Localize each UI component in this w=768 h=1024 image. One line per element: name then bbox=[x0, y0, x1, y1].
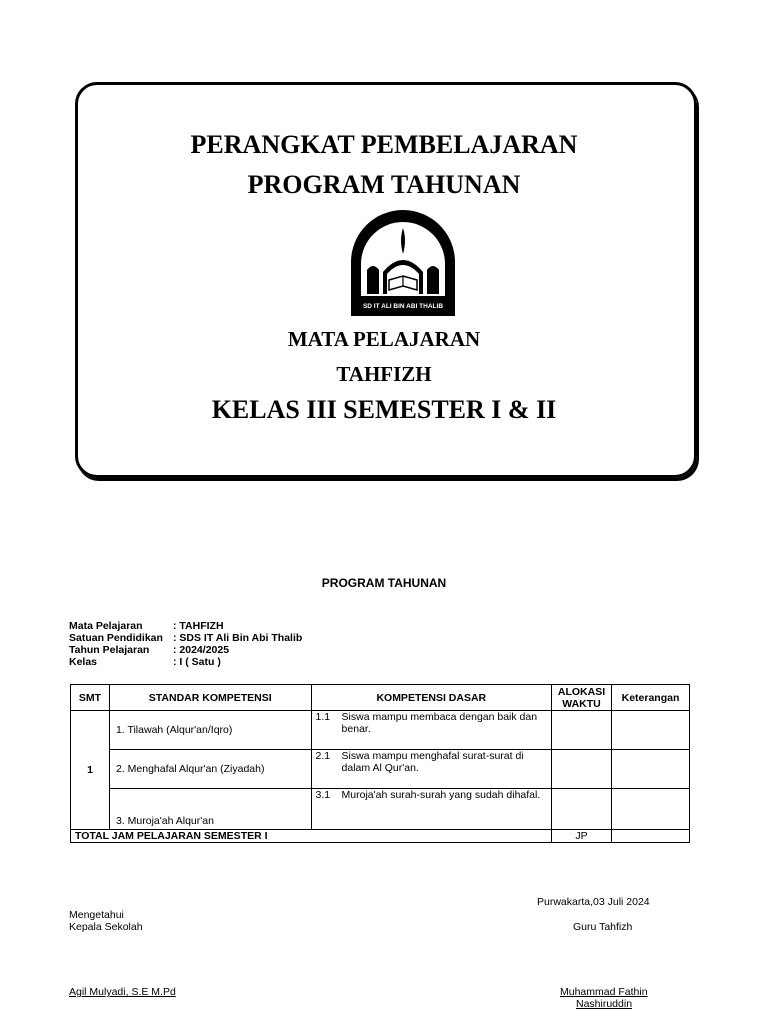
meta-row bbox=[69, 620, 302, 632]
meta-label: Tahun Pelajaran bbox=[69, 644, 150, 656]
cover-class-semester: KELAS III SEMESTER I & II bbox=[211, 395, 557, 424]
kd-number: 2.1 bbox=[315, 750, 331, 762]
meta-label: Kelas bbox=[69, 656, 98, 668]
cover-title-line1: PERANGKAT PEMBELAJARAN bbox=[190, 130, 578, 159]
kd-text: Siswa mampu membaca dengan baik dan benar. bbox=[341, 711, 538, 735]
header-alokasi-waktu: ALOKASI WAKTU bbox=[552, 685, 612, 711]
sk-cell: 1. Tilawah (Alqur'an/Iqro) bbox=[109, 711, 311, 750]
meta-row bbox=[69, 632, 302, 644]
program-title: PROGRAM TAHUNAN bbox=[321, 576, 447, 590]
signature-right-role: Guru Tahfizh bbox=[573, 921, 633, 933]
meta-label: Mata Pelajaran bbox=[69, 620, 143, 632]
total-keterangan bbox=[612, 830, 690, 843]
keterangan-cell bbox=[612, 711, 690, 750]
cover-subject: TAHFIZH bbox=[336, 362, 432, 386]
table-row bbox=[71, 789, 690, 830]
total-row bbox=[71, 830, 690, 843]
table-row bbox=[71, 750, 690, 789]
meta-label: Satuan Pendidikan bbox=[69, 632, 163, 644]
meta-value: : SDS IT Ali Bin Abi Thalib bbox=[173, 632, 303, 644]
total-label: TOTAL JAM PELAJARAN SEMESTER I bbox=[71, 830, 552, 843]
kd-cell bbox=[311, 789, 551, 830]
signature-left-line1: Mengetahui bbox=[69, 909, 124, 921]
keterangan-cell bbox=[612, 750, 690, 789]
meta-row bbox=[69, 656, 302, 668]
kd-text: Muroja'ah surah-surah yang sudah dihafal. bbox=[341, 789, 541, 801]
meta-value: : I ( Satu ) bbox=[173, 656, 221, 668]
kd-number: 1.1 bbox=[315, 711, 331, 723]
alokasi-cell bbox=[552, 750, 612, 789]
kd-cell bbox=[311, 750, 551, 789]
program-table bbox=[70, 684, 690, 843]
header-standar-kompetensi: STANDAR KOMPETENSI bbox=[109, 685, 311, 711]
sk-cell: 2. Menghafal Alqur'an (Ziyadah) bbox=[109, 750, 311, 789]
header-keterangan: Keterangan bbox=[612, 685, 690, 711]
cover-subject-label: MATA PELAJARAN bbox=[287, 327, 481, 351]
signature-left-name: Agil Mulyadi, S.E M.Pd bbox=[69, 986, 176, 998]
kd-cell bbox=[311, 711, 551, 750]
meta-row bbox=[69, 644, 302, 656]
school-logo-icon bbox=[345, 210, 461, 318]
table-row bbox=[71, 711, 690, 750]
meta-value: : TAHFIZH bbox=[173, 620, 224, 632]
logo-text: SD IT ALI BIN ABI THALIB bbox=[362, 303, 444, 310]
header-smt: SMT bbox=[71, 685, 110, 711]
signature-left-line2: Kepala Sekolah bbox=[69, 921, 143, 933]
sk-cell: 3. Muroja'ah Alqur'an bbox=[109, 789, 311, 830]
kd-text: Siswa mampu menghafal surat-surat di dalam Al Qur'an. bbox=[341, 750, 524, 774]
kd-number: 3.1 bbox=[315, 789, 331, 801]
place-date: Purwakarta,03 Juli 2024 bbox=[537, 896, 650, 908]
meta-value: : 2024/2025 bbox=[173, 644, 230, 656]
total-unit: JP bbox=[552, 830, 612, 843]
semester-cell: 1 bbox=[71, 711, 110, 830]
keterangan-cell bbox=[612, 789, 690, 830]
table-header-row bbox=[71, 685, 690, 711]
alokasi-cell bbox=[552, 789, 612, 830]
signature-right-name-line1: Muhammad Fathin bbox=[560, 986, 648, 998]
meta-info bbox=[69, 620, 302, 668]
header-kompetensi-dasar: KOMPETENSI DASAR bbox=[311, 685, 551, 711]
signature-right-name-line2: Nashiruddin bbox=[576, 998, 633, 1010]
cover-title-line2: PROGRAM TAHUNAN bbox=[247, 170, 521, 199]
alokasi-cell bbox=[552, 711, 612, 750]
